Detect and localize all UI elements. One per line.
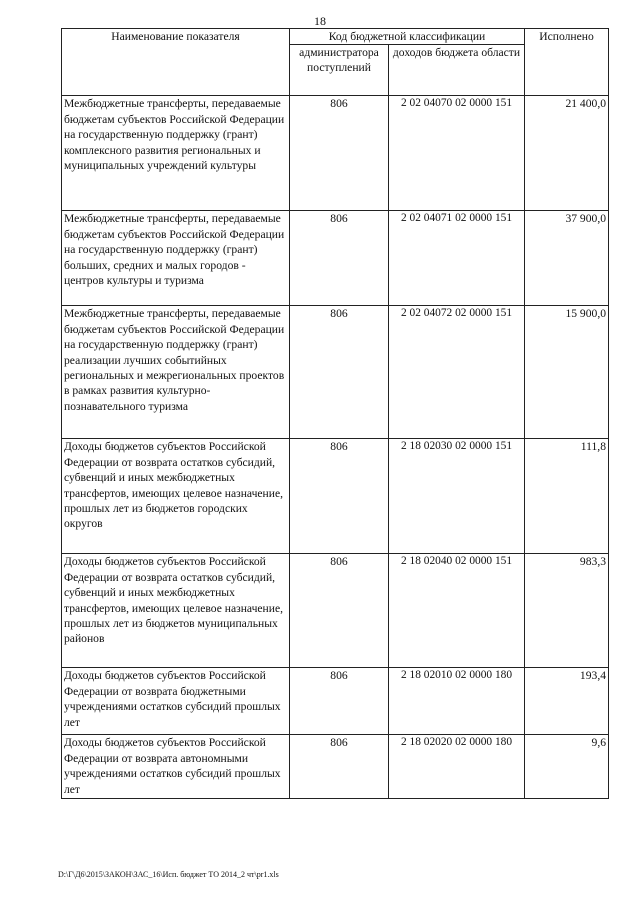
header-administrator: администратора поступлений xyxy=(290,45,389,96)
table-row xyxy=(62,96,609,211)
row-executed-value: 15 900,0 xyxy=(525,306,609,439)
table-row xyxy=(62,439,609,554)
header-executed: Исполнено xyxy=(525,29,609,96)
row-name: Доходы бюджетов субъектов Российской Федерации от возврата остатков субсидий, субвенций и иных межбюджетных трансфертов, имеющих целевое назначение, прошлых лет из бюджетов городских округов xyxy=(62,439,290,554)
row-name: Доходы бюджетов субъектов Российской Федерации от возврата бюджетными учреждениями остатков субсидий прошлых лет xyxy=(62,668,290,735)
row-admin-code: 806 xyxy=(290,306,389,439)
table-row xyxy=(62,306,609,439)
row-income-code: 2 18 02040 02 0000 151 xyxy=(389,554,525,668)
row-executed-value: 983,3 xyxy=(525,554,609,668)
header-code-group: Код бюджетной классификации xyxy=(290,29,525,45)
row-admin-code: 806 xyxy=(290,554,389,668)
row-income-code: 2 02 04072 02 0000 151 xyxy=(389,306,525,439)
table-row xyxy=(62,735,609,799)
row-income-code: 2 02 04071 02 0000 151 xyxy=(389,211,525,306)
row-income-code: 2 18 02020 02 0000 180 xyxy=(389,735,525,799)
row-executed-value: 37 900,0 xyxy=(525,211,609,306)
row-executed-value: 21 400,0 xyxy=(525,96,609,211)
header-income: доходов бюджета области xyxy=(389,45,525,96)
row-name: Межбюджетные трансферты, передаваемые бюджетам субъектов Российской Федерации на государственную поддержку (грант) комплексного развития региональных и муниципальных учреждений культуры xyxy=(62,96,290,211)
row-admin-code: 806 xyxy=(290,735,389,799)
table-row xyxy=(62,668,609,735)
footer-file-path: D:\Г\Д6\2015\ЗАКОН\ЗАС_16\Исп. бюджет ТО 2014_2 чт\pr1.xls xyxy=(58,870,279,879)
header-name: Наименование показателя xyxy=(62,29,290,96)
row-name: Доходы бюджетов субъектов Российской Федерации от возврата автономными учреждениями остатков субсидий прошлых лет xyxy=(62,735,290,799)
table-row xyxy=(62,211,609,306)
row-name: Межбюджетные трансферты, передаваемые бюджетам субъектов Российской Федерации на государственную поддержку (грант) больших, средних и малых городов - центров культуры и туризма xyxy=(62,211,290,306)
row-executed-value: 9,6 xyxy=(525,735,609,799)
row-executed-value: 111,8 xyxy=(525,439,609,554)
header-row xyxy=(62,29,609,45)
row-admin-code: 806 xyxy=(290,439,389,554)
table-row xyxy=(62,554,609,668)
row-admin-code: 806 xyxy=(290,211,389,306)
page-number: 18 xyxy=(314,14,326,28)
row-income-code: 2 18 02010 02 0000 180 xyxy=(389,668,525,735)
row-executed-value: 193,4 xyxy=(525,668,609,735)
row-name: Межбюджетные трансферты, передаваемые бюджетам субъектов Российской Федерации на государственную поддержку (грант) реализации лучших событийных региональных и межрегиональных проектов в рамках развития культурно-познавательного туризма xyxy=(62,306,290,439)
row-income-code: 2 18 02030 02 0000 151 xyxy=(389,439,525,554)
row-admin-code: 806 xyxy=(290,96,389,211)
budget-table xyxy=(61,28,609,799)
row-income-code: 2 02 04070 02 0000 151 xyxy=(389,96,525,211)
row-admin-code: 806 xyxy=(290,668,389,735)
row-name: Доходы бюджетов субъектов Российской Федерации от возврата остатков субсидий, субвенций и иных межбюджетных трансфертов, имеющих целевое назначение, прошлых лет из бюджетов муниципальных районов xyxy=(62,554,290,668)
